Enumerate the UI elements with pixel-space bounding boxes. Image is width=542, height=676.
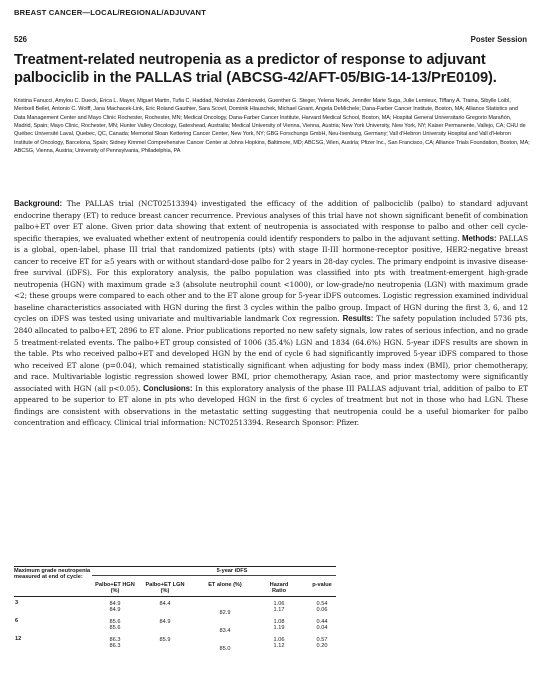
table-cell: 84.9 — [109, 607, 121, 613]
table-cell: 85.6 — [109, 625, 121, 631]
row-label-cycle: 6 — [15, 618, 19, 624]
session-type: Poster Session — [470, 35, 527, 44]
methods-label: Methods: — [461, 233, 497, 243]
table-cell: 85.0 — [219, 646, 231, 652]
table-header-rule — [14, 596, 336, 597]
section-heading: BREAST CANCER—LOCAL/REGIONAL/ADJUVANT — [14, 8, 207, 17]
methods-text: PALLAS is a global, open-label, phase III trial that randomized patients (pts) with stage II-III hormone-receptor positive, HER2-negative breast cancer to receive ET for ≥5 years with or without standard-dose palbo for 2 years in 28-day cycles. The primary endpoint is invasive disease-free survival (iDFS). For this exploratory analysis, the palbo population was classified into pts with treatment-emergent high-grade neutropenia (HGN) with maximum grade ≥3 (absolute neutrophil count <1000), or low-grade/no neutropenia (LGN) with maximum grade <2; these groups were compared to each other and to the ET alone group for 5-year iDFS outcomes. Logistic regression examined individual baseline characteristics associated with HGN during the first 3 cycles within the palbo group. Impact of HGN during the first 3, 6, and 12 cycles on iDFS was tested using univariate and multivariable landmark Cox regression. — [14, 233, 529, 324]
paper-title: Treatment-related neutropenia as a predictor of response to adjuvant palbociclib in the PALLAS trial (ABCSG-42/AFT-05/BIG-14-13/PrE0109). — [14, 52, 497, 86]
table-cell: 84.9 — [109, 601, 121, 607]
column-header-p: p-value — [312, 582, 332, 588]
conclusions-label: Conclusions: — [143, 383, 193, 393]
table-cell: 83.4 — [219, 628, 231, 634]
abstract-body — [14, 198, 528, 429]
table-cell: 0.04 — [316, 625, 328, 631]
table-group-header: 5-year iDFS — [216, 568, 248, 574]
table-cell: 0.20 — [316, 643, 328, 649]
column-header-lgn: Palbo+ET LGN (%) — [145, 582, 185, 595]
table-cell: 1.17 — [273, 607, 285, 613]
column-header-hr: Hazard Ratio — [269, 582, 289, 595]
table-cell: 85.6 — [109, 619, 121, 625]
table-cell: 84.9 — [159, 619, 171, 625]
table-cell: 1.19 — [273, 625, 285, 631]
table-cell: 0.57 — [316, 637, 328, 643]
row-label-cycle: 3 — [15, 600, 19, 606]
table-cell: 1.06 — [273, 637, 285, 643]
table-cell: 1.08 — [273, 619, 285, 625]
abstract-number: 526 — [14, 35, 28, 44]
column-header-hgn: Palbo+ET HGN (%) — [95, 582, 135, 595]
table-cell: 1.06 — [273, 601, 285, 607]
results-text: The safety population included 5736 pts, 2840 allocated to palbo+ET, 2896 to ET alone. Prior publications reported no new safety signals, low rates of serious infection, and no grade 5 treatment-related events. The palbo+ET group consisted of 1006 (35.4%) LGN and 1834 (64.6%) HGN. 5-year iDFS results are shown in the table. Pts who received palbo+ET and developed HGN by the end of cycle 6 had significantly improved 5-year iDFS compared to those who received ET alone (p=0.04), which remained statistically significant when adjusting for body mass index (BMI), prior chemotherapy, and race. Multivariable logistic regression showed lower BMI, prior chemotherapy, Asian race, and prior mastectomy were significantly associated with HGN (all p<0.05). — [14, 314, 528, 393]
table-cell: 84.4 — [159, 601, 171, 607]
author-list: Kristina Fanucci, Amylou C. Dueck, Erica L. Mayer, Miguel Martin, Tufia C. Haddad, Nicholas Zdenkowski, Guenther G. Steger, Yelena Novik, Jennifer Marie Suga, Julie Lemieux, Tiffany A. Traina, Sibylle Loibl, Meritxell Bellet, Antonio C. Wolff, Jana Machacek-Link, Eric Roland Gauthier, Sara Scovil, Dominik Hlauschek, Michael Gnant, Angela DeMichele; Dana-Farber Cancer Institute, Boston, MA; Alliance Statistics and Data Management Center and Mayo Clinic Rochester, Rochester, MN; Medical Oncology, Dana-Farber Cancer Institute, Harvard Medical School, Boston, MA; Hospital General Universitario Gregorio Marañón, Madrid, Spain; Mayo Clinic, Rochester, MN; Hunter Valley Oncology, Gateshead, Australia; Medical University of Vienna, Vienna, Austria; New York University, New York, NY; Kaiser Permanente, Vallejo, CA; CHU de Québec Université Laval, Quebec, QC, Canada; Memorial Sloan Kettering Cancer Center, New York, NY; GBG Forschungs GmbH, Neu-Isenburg, Germany; Vall d'Hebron University Hospital and Vall d'Hebron Institute of Oncology, Barcelona, Spain; Sidney Kimmel Comprehensive Cancer Center at Johns Hopkins, Baltimore, MD; ABCSG, Wien, Austria; Pfizer Inc., San Francisco, CA; Alliance Trials Foundation, Boston, MA; ABCSG, Vienna, Austria; University of Pennsylvania, Philadelphia, PA — [14, 98, 530, 155]
table-cell: 85.9 — [159, 637, 171, 643]
row-label-cycle: 12 — [15, 636, 22, 642]
column-header-et: ET alone (%) — [208, 582, 242, 588]
conclusions-text: In this exploratory analysis of the phase III PALLAS adjuvant trial, addition of palbo to ET appeared to be superior to ET alone in pts who developed HGN in the first 6 cycles of treatment but not in those who had LGN. These findings are consistent with observations in the metastatic setting suggesting that neutropenia could be a useful biomarker for palbo concentration and efficacy. Clinical trial information: NCT02513394. Research Sponsor: Pfizer. — [14, 383, 529, 428]
table-row-header: Maximum grade neutropenia measured at end of cycle: — [14, 568, 91, 581]
table-cell: 86.3 — [109, 643, 121, 649]
table-group-rule — [92, 575, 336, 576]
results-label: Results: — [342, 314, 374, 324]
table-cell: 0.54 — [316, 601, 328, 607]
table-cell: 0.44 — [316, 619, 328, 625]
table-cell: 0.06 — [316, 607, 328, 613]
background-text: The PALLAS trial (NCT02513394) investigated the efficacy of the addition of palbociclib (palbo) to standard adjuvant endocrine therapy (ET) to reduce breast cancer recurrence. Previous analyses of this trial have not shown significant benefit of combination palbo+ET over ET alone. Given prior data showing that extent of neutropenia is associated with response to palbo and other cell cycle-specific therapies, we evaluated whether extent of neutropenia could identify responders to palbo in the adjuvant setting. — [14, 199, 528, 243]
background-label: Background: — [14, 199, 63, 208]
table-cell: 86.3 — [109, 637, 121, 643]
table-cell: 1.12 — [273, 643, 285, 649]
table-cell: 82.9 — [219, 610, 231, 616]
table-top-rule — [14, 566, 336, 567]
